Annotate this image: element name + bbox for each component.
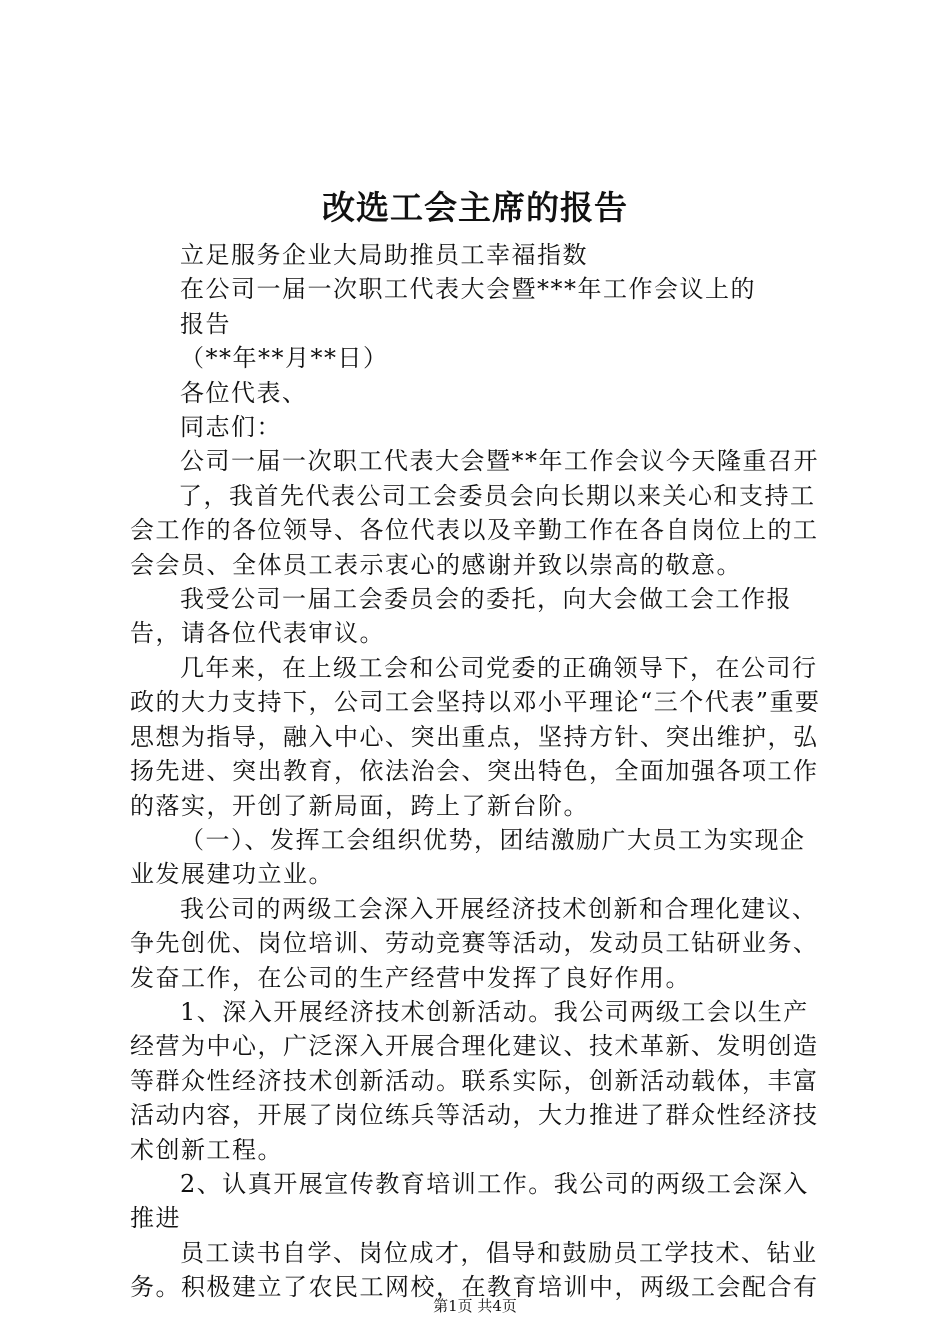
paragraph: 1、深入开展经济技术创新活动。我公司两级工会以生产经营为中心，广泛深入开展合理化建议、技术革新、发明创造等群众性经济技术创新活动。联系实际，创新活动载体，丰富活动内容，开展了岗位练兵等活动，大力推进了群众性经济技术创新工程。 xyxy=(130,997,819,1164)
salutation-line: 各位代表、 xyxy=(180,378,308,407)
paragraph: 员工读书自学、岗位成才，倡导和鼓励员工学技术、钻业务。积极建立了农民工网校，在教育培训中，两级工会配合有 xyxy=(130,1238,819,1302)
date-line: （**年**月**日） xyxy=(180,344,389,373)
document-title: 改选工会主席的报告 xyxy=(322,188,628,227)
paragraph: 2、认真开展宣传教育培训工作。我公司的两级工会深入推进 xyxy=(130,1169,809,1233)
subtitle-line: 报告 xyxy=(180,309,231,338)
subtitle-line: 在公司一届一次职工代表大会暨***年工作会议上的 xyxy=(180,275,756,304)
section-heading: （一）、发挥工会组织优势，团结激励广大员工为实现企业发展建功立业。 xyxy=(130,825,806,889)
paragraph: 公司一届一次职工代表大会暨**年工作会议今天隆重召开 xyxy=(180,447,819,476)
document-body xyxy=(130,238,830,1305)
paragraph: 几年来，在上级工会和公司党委的正确领导下，在公司行政的大力支持下，公司工会坚持以邓小平理论“三个代表”重要思想为指导，融入中心、突出重点，坚持方针、突出维护，弘扬先进、突出教育，依法治会、突出特色，全面加强各项工作的落实，开创了新局面，跨上了新台阶。 xyxy=(130,653,821,820)
salutation-line: 同志们： xyxy=(180,413,282,442)
page-footer: 第1页 共4页 xyxy=(433,1297,517,1315)
paragraph: 我受公司一届工会委员会的委托，向大会做工会工作报告，请各位代表审议。 xyxy=(130,585,792,648)
paragraph: 我公司的两级工会深入开展经济技术创新和合理化建议、争先创优、岗位培训、劳动竞赛等活动，发动员工钻研业务、发奋工作，在公司的生产经营中发挥了良好作用。 xyxy=(130,894,819,992)
subtitle-line: 立足服务企业大局助推员工幸福指数 xyxy=(180,241,588,269)
paragraph: 了，我首先代表公司工会委员会向长期以来关心和支持工会工作的各位领导、各位代表以及辛勤工作在各自岗位上的工会会员、全体员工表示衷心的感谢并致以崇高的敬意。 xyxy=(130,481,819,579)
